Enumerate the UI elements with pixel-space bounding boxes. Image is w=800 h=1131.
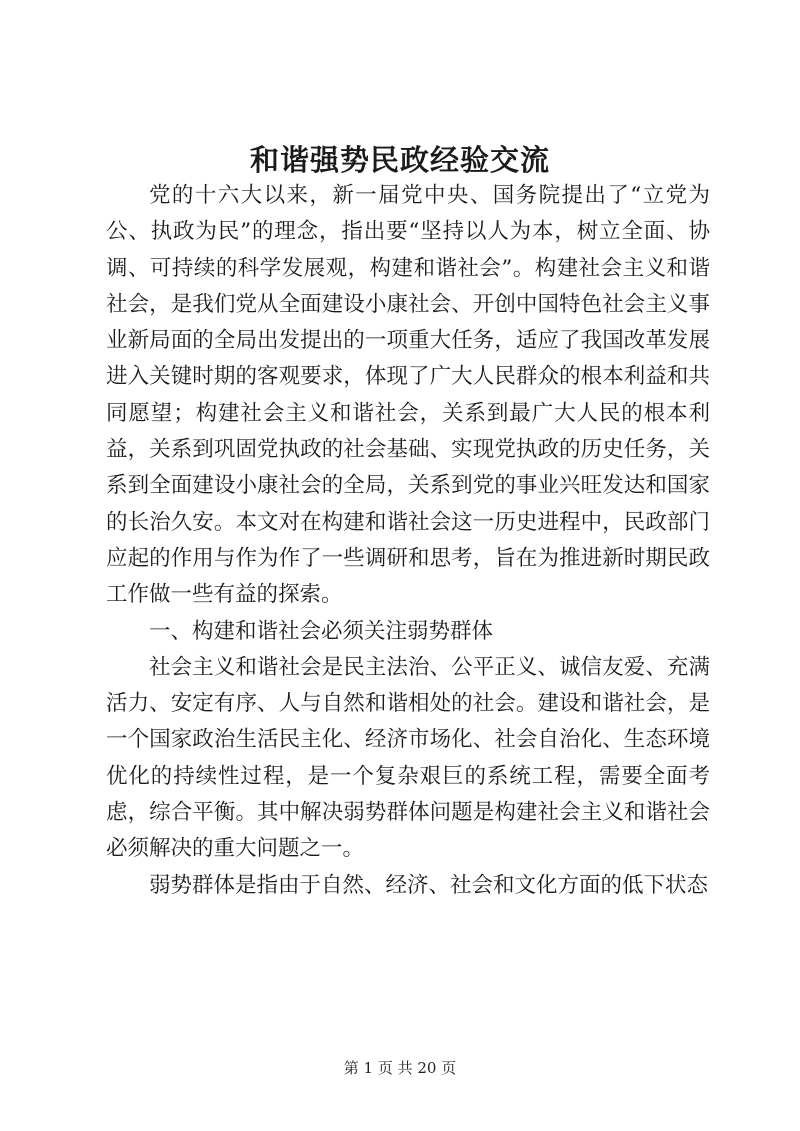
page-number: 第 1 页 共 20 页	[343, 1059, 457, 1077]
paragraph-harmonious-society: 社会主义和谐社会是民主法治、公平正义、诚信友爱、充满活力、安定有序、人与自然和谐相处的社会。建设和谐社会，是一个国家政治生活民主化、经济市场化、社会自治化、生态环境优化的持续性过程，是一个复杂艰巨的系统工程，需要全面考虑，综合平衡。其中解决弱势群体问题是构建社会主义和谐社会必须解决的重大问题之一。	[106, 654, 710, 862]
section-heading: 一、构建和谐社会必须关注弱势群体	[149, 618, 494, 644]
document-title: 和谐强势民政经验交流	[249, 143, 550, 177]
document-body	[106, 178, 710, 904]
paragraph-intro: 党的十六大以来，新一届党中央、国务院提出了“立党为公、执政为民”的理念，指出要“坚持以人为本，树立全面、协调、可持续的科学发展观，构建和谐社会”。构建社会主义和谐社会，是我们党从全面建设小康社会、开创中国特色社会主义事业新局面的全局出发提出的一项重大任务，适应了我国改革发展进入关键时期的客观要求，体现了广大人民群众的根本利益和共同愿望；构建社会主义和谐社会，关系到最广大人民的根本利益，关系到巩固党执政的社会基础、实现党执政的历史任务，关系到全面建设小康社会的全局，关系到党的事业兴旺发达和国家的长治久安。本文对在构建和谐社会这一历史进程中，民政部门应起的作用与作为作了一些调研和思考，旨在为推进新时期民政工作做一些有益的探索。	[106, 183, 710, 608]
paragraph-vulnerable-groups: 弱势群体是指由于自然、经济、社会和文化方面的低下状态	[149, 872, 709, 898]
